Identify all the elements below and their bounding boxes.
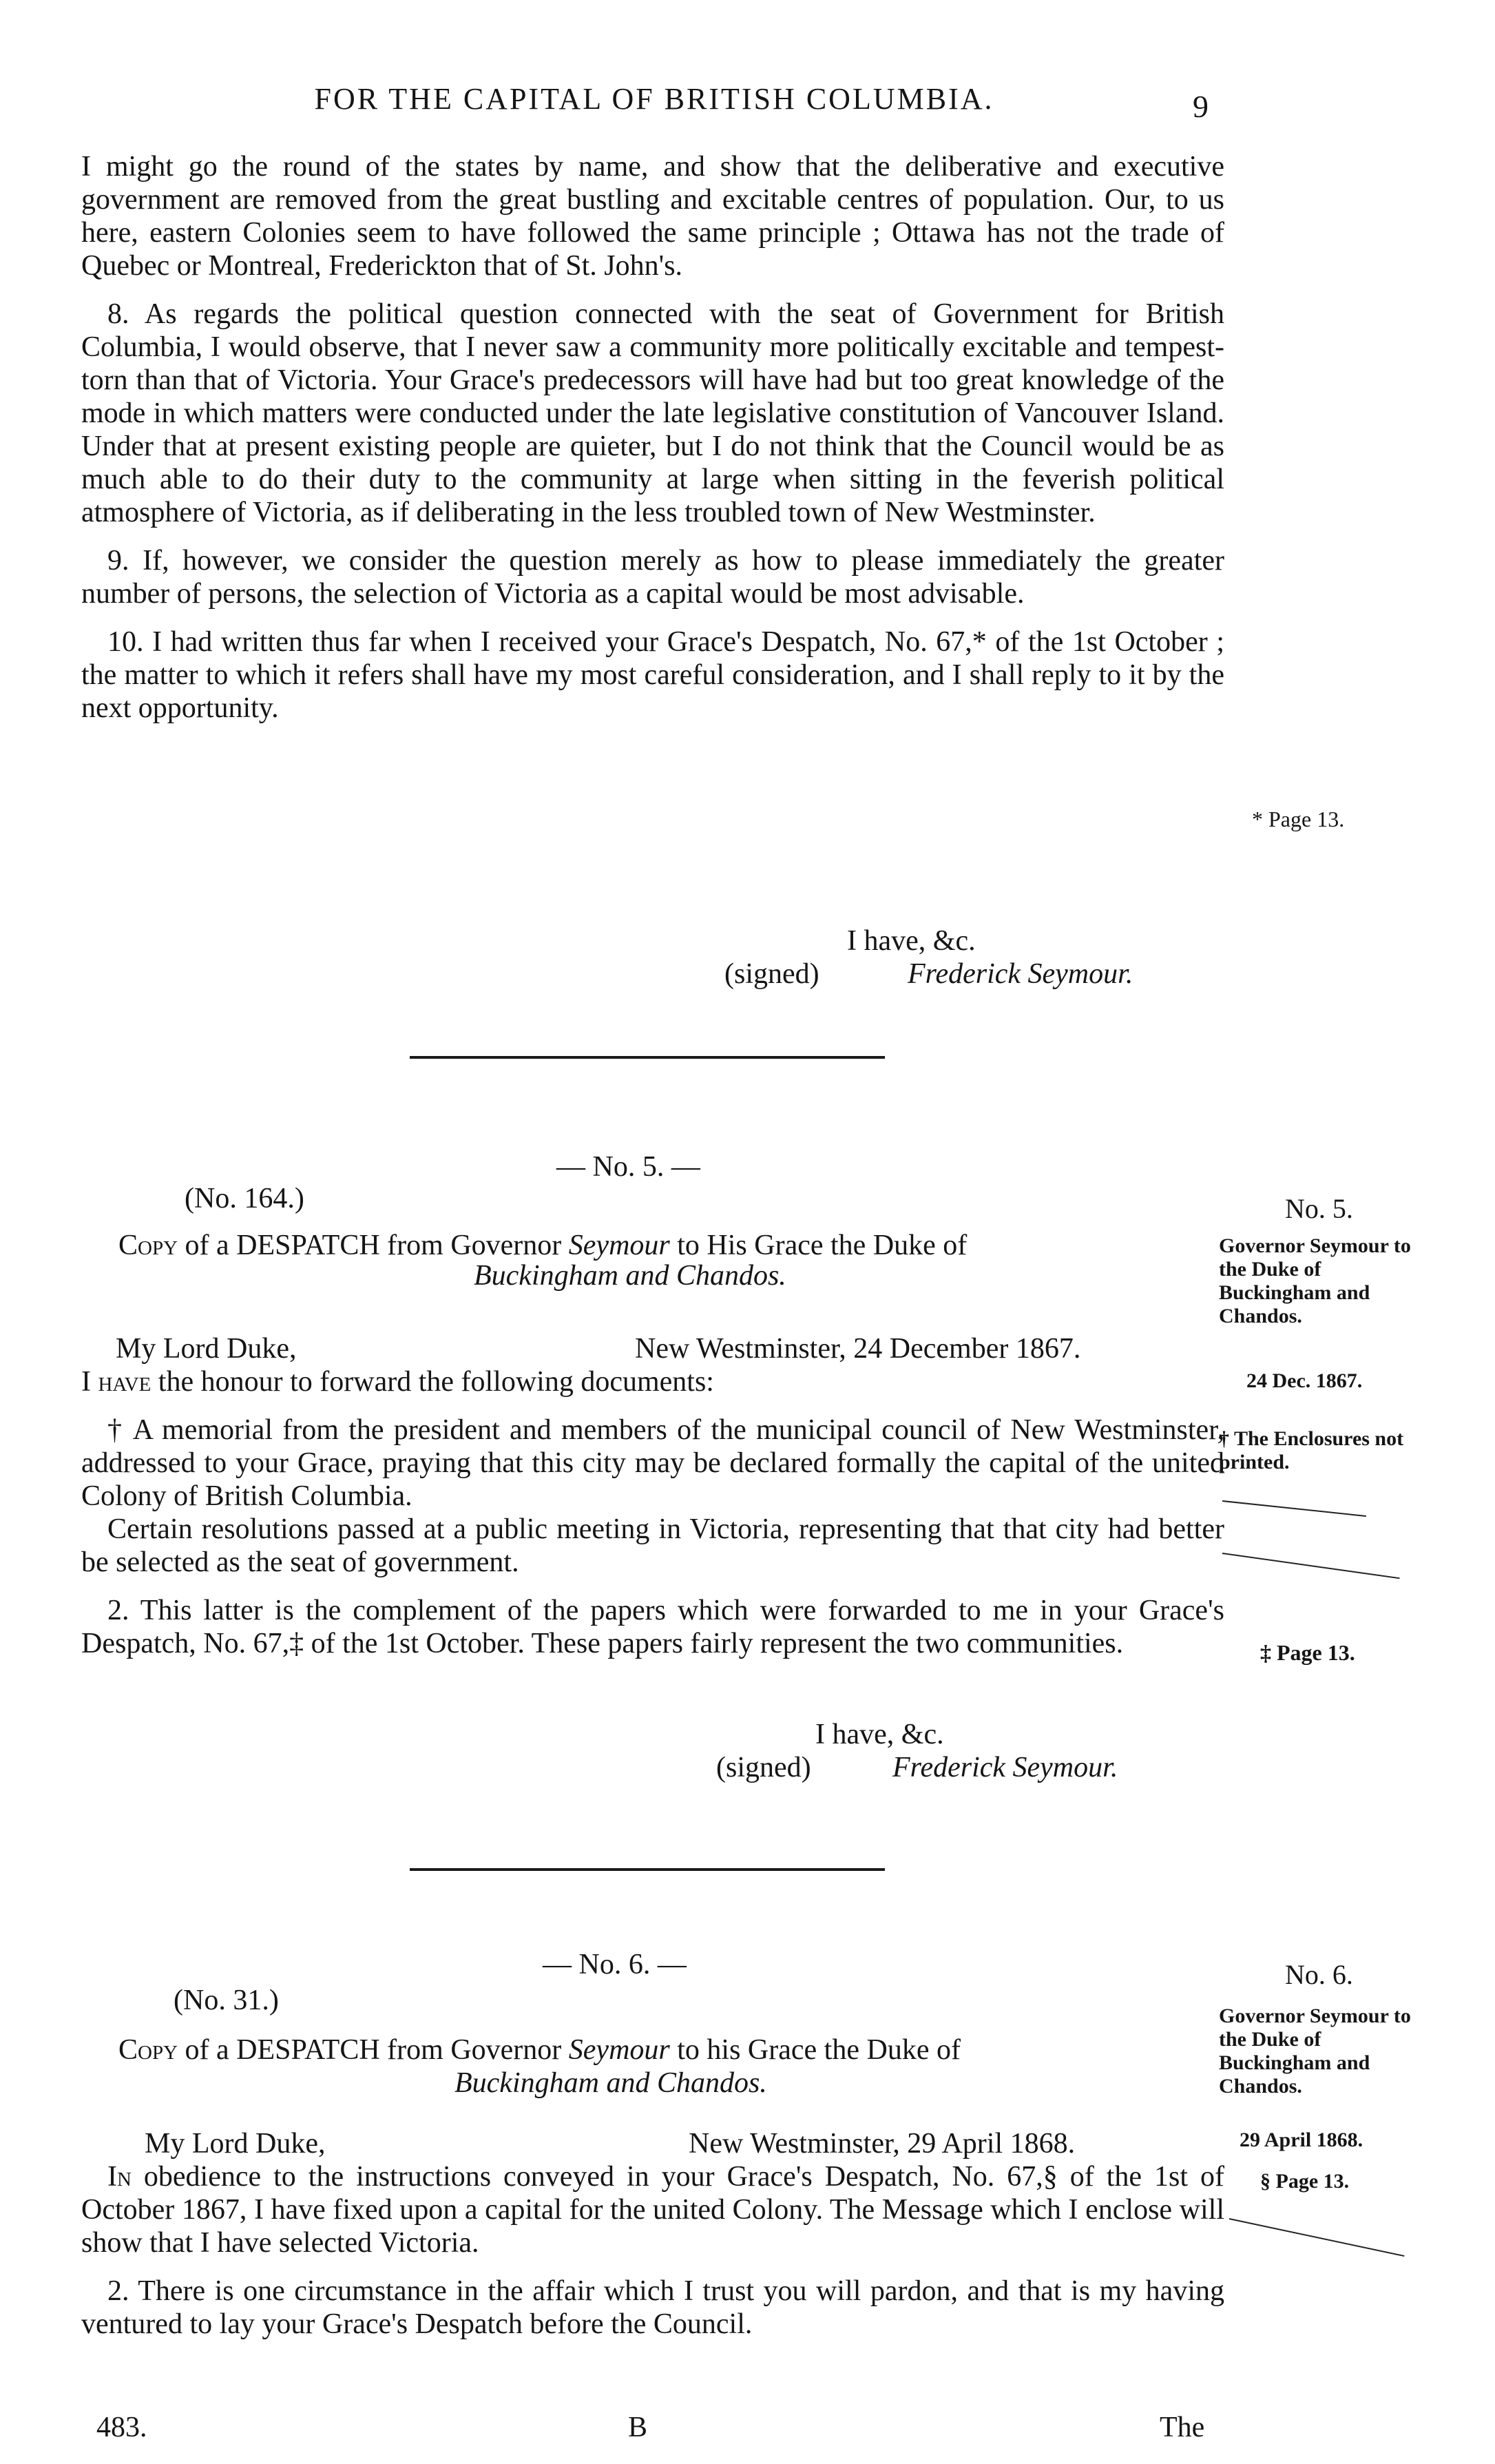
closing-2: I have, &c.	[815, 1719, 944, 1750]
no5-item-2: Certain resolutions passed at a public meeting in Victoria, representing that that city had better be selected as the seat of government.	[81, 1513, 1224, 1578]
signature-name-2: Frederick Seymour.	[892, 1752, 1118, 1783]
margin-note-page13-a: * Page 13.	[1252, 807, 1345, 831]
margin-stroke-1	[1222, 1500, 1366, 1517]
signature-2	[892, 1751, 1118, 1784]
sheet-number: 483.	[96, 2412, 147, 2443]
signature-1	[908, 957, 1133, 991]
signature-name-1: Frederick Seymour.	[908, 958, 1133, 990]
no6-addressee-text: Buckingham and Chandos.	[454, 2067, 767, 2099]
no5-margin-page: ‡ Page 13.	[1260, 1640, 1355, 1665]
no6-copy-line1: of a DESPATCH from Governor	[178, 2034, 569, 2066]
paragraph-8: 8. As regards the political question connected with the seat of Government for British Columbia, I would observe, that I never saw a community more politically excitable and tempest-torn than that of Victoria. Your Grace's predecessors will have had but too great knowledge of the mode in which matters were conducted under the late legislative constitution of Vancouver Island. Under that at present existing people are quieter, but I do not think that the Council would be as much able to do their duty to the community at large when sitting in the feverish political atmosphere of Victoria, as if deliberating in the less troubled town of New Westminster.	[81, 298, 1224, 528]
section-divider-1	[410, 1056, 885, 1059]
page-number: 9	[1193, 89, 1209, 124]
signature-mark: B	[628, 2412, 648, 2443]
catchword: The	[1160, 2412, 1205, 2443]
paragraph-10: 10. I had written thus far when I received your Grace's Despatch, No. 67,* of the 1st October ; the matter to which it refers shall have my most careful consideration, and I shall reply to it by the next opportunity.	[81, 626, 1224, 724]
no5-copy-line1b: to His Grace the Duke of	[669, 1230, 968, 1261]
no5-margin-number: No. 5.	[1285, 1193, 1353, 1224]
no5-opening-first: I have	[81, 1366, 151, 1398]
margin-stroke-3	[1229, 2218, 1405, 2257]
no6-opening-rest: obedience to the instructions conveyed in your Grace's Despatch, No. 67,§ of the 1st of October 1867, I have fixed upon a capital for the united Colony. The Message which I enclose will show that I have selected Victoria.	[81, 2161, 1224, 2259]
continuation-text	[81, 150, 1224, 740]
no6-opening	[81, 2160, 1224, 2259]
closing-1: I have, &c.	[847, 925, 976, 957]
paragraph-7-continued: I might go the round of the states by name, and show that the deliberative and executive government are removed from the great bustling and excitable centres of population. Our, to us here, eastern Colonies seem to have followed the same principle ; Ottawa has not the trade of Quebec or Montreal, Frederickton that of St. John's.	[81, 151, 1224, 282]
running-header: FOR THE CAPITAL OF BRITISH COLUMBIA.	[314, 82, 994, 116]
no6-margin-date: 29 April 1868.	[1240, 2129, 1363, 2151]
section-divider-2	[410, 1868, 885, 1871]
no5-salutation: My Lord Duke,	[116, 1333, 297, 1365]
margin-stroke-2	[1222, 1553, 1400, 1579]
no5-ref: (No. 164.)	[185, 1183, 304, 1214]
no6-copy-line1b: to his Grace the Duke of	[669, 2034, 961, 2066]
no5-opening	[81, 1365, 1224, 1398]
no6-title: — No. 6. —	[543, 1949, 687, 1980]
no6-governor: Seymour	[568, 2034, 670, 2066]
no5-margin-date: 24 Dec. 1867.	[1246, 1369, 1363, 1392]
no5-copy-line1: of a DESPATCH from Governor	[178, 1230, 569, 1261]
no5-paragraph-2: 2. This latter is the complement of the papers which were forwarded to me in your Grace's Despatch, No. 67,‡ of the 1st October. These papers fairly represent the two communities.	[81, 1595, 1224, 1659]
no6-margin-page: § Page 13.	[1260, 2170, 1350, 2193]
no5-opening-rest: the honour to forward the following documents:	[151, 1366, 714, 1398]
no5-item-1: † A memorial from the president and members of the municipal council of New Westminster, addressed to your Grace, praying that this city may be declared formally the capital of the united Colony of British Columbia.	[81, 1414, 1224, 1512]
no6-copy-prefix: Copy	[118, 2034, 178, 2066]
no6-margin-description: Governor Seymour to the Duke of Buckingham and Chandos.	[1219, 2005, 1411, 2098]
no6-paragraph-2: 2. There is one circumstance in the affair which I trust you will pardon, and that is my having ventured to lay your Grace's Despatch before the Council.	[81, 2275, 1224, 2340]
paragraph-9: 9. If, however, we consider the question merely as how to please immediately the greater number of persons, the selection of Victoria as a capital would be most advisable.	[81, 545, 1224, 610]
no5-margin-enclosures: † The Enclosures not printed.	[1219, 1427, 1404, 1473]
no5-margin-description: Governor Seymour to the Duke of Buckingham and Chandos.	[1219, 1234, 1411, 1327]
no6-margin-number: No. 6.	[1285, 1959, 1353, 1990]
signed-2: (signed)	[716, 1752, 811, 1783]
no5-place-date: New Westminster, 24 December 1867.	[635, 1333, 1081, 1365]
no6-body	[81, 2160, 1224, 2356]
no6-ref: (No. 31.)	[174, 1985, 279, 2016]
no5-copy-prefix: Copy	[118, 1230, 178, 1261]
no6-place-date: New Westminster, 29 April 1868.	[689, 2128, 1076, 2160]
no5-copy-title	[118, 1229, 967, 1262]
no6-copy-title	[118, 2033, 961, 2067]
no6-addressee	[454, 2067, 767, 2100]
no5-title: — No. 5. —	[556, 1151, 700, 1183]
no6-opening-first: In	[107, 2161, 132, 2193]
no5-addressee	[474, 1259, 786, 1292]
no6-salutation: My Lord Duke,	[145, 2128, 326, 2160]
no5-body	[81, 1365, 1224, 1675]
signed-1: (signed)	[724, 958, 819, 990]
no5-addressee-text: Buckingham and Chandos.	[474, 1260, 786, 1292]
no5-governor: Seymour	[568, 1230, 670, 1261]
